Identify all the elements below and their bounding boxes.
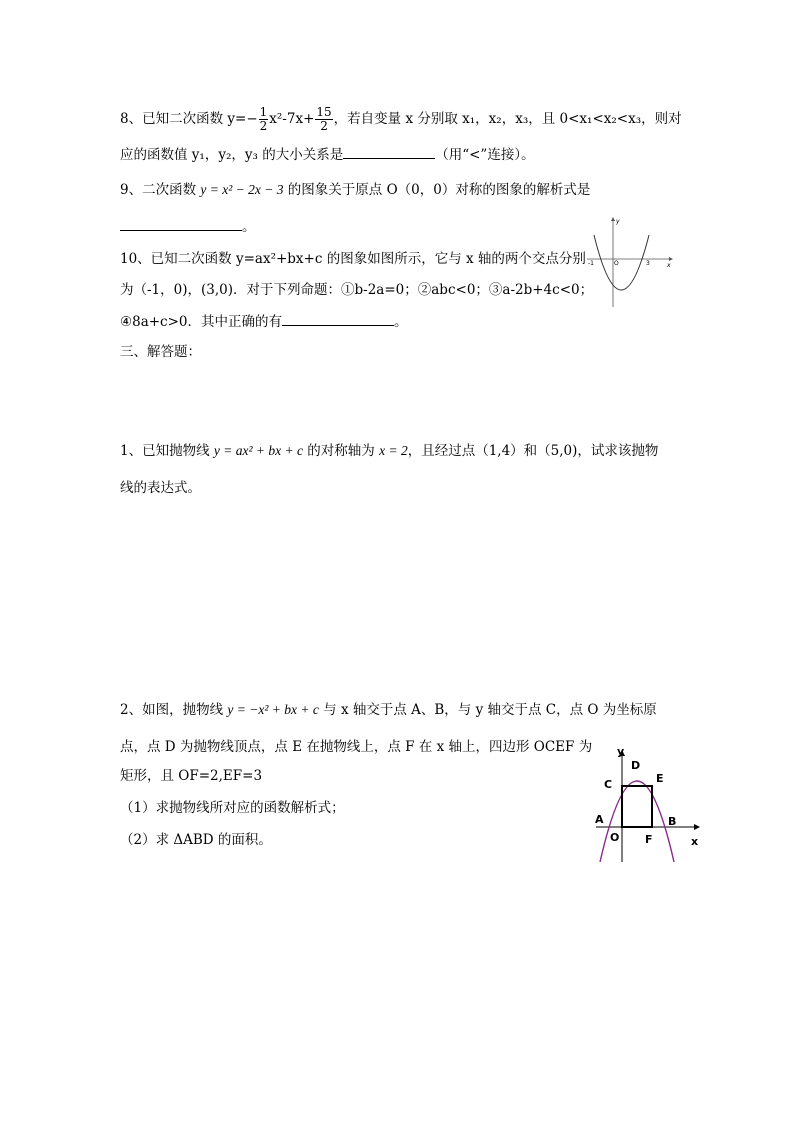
q10-parabola-curve bbox=[594, 235, 649, 290]
p2-x-arrow bbox=[694, 824, 700, 830]
q8-line2 bbox=[120, 144, 535, 165]
p2-parabola-curve bbox=[600, 781, 677, 862]
q10-three-label: 3 bbox=[646, 260, 650, 267]
q9-text-a: 9、二次函数 bbox=[120, 182, 201, 198]
q9-text-b: 的图象关于原点 O（0，0）对称的图象的解析式是 bbox=[283, 182, 591, 198]
q10-neg1-label: -1 bbox=[588, 260, 594, 267]
q8-text-c: ，若自变量 x 分别取 x₁，x₂，x₃，且 0<x₁<x₂<x₃，则对 bbox=[333, 111, 682, 127]
q9-line1 bbox=[120, 180, 590, 200]
p2-expression: y = −x² + bx + c bbox=[227, 702, 319, 717]
p2-label-b: B bbox=[668, 815, 677, 828]
q10-line3 bbox=[120, 311, 408, 332]
p2-label-a: A bbox=[595, 813, 604, 826]
p2-label-x: x bbox=[691, 835, 699, 848]
q10-x-label: x bbox=[667, 262, 671, 269]
q9-expression: y = x² − 2x − 3 bbox=[200, 182, 284, 197]
p1-line2: 线的表达式。 bbox=[120, 480, 201, 496]
p1-line1: 1、已知抛物线 y = ax² + bx + c 的对称轴为 x = 2，且经过点（1,4）和（5,0)，试求该抛物 bbox=[120, 443, 659, 459]
p2-rectangle-ocef bbox=[622, 786, 652, 827]
p2-line2: 点，点 D 为抛物线顶点，点 E 在抛物线上，点 F 在 x 轴上，四边形 OCEF 为 bbox=[120, 739, 593, 755]
q10-answer-blank[interactable] bbox=[282, 311, 394, 326]
q8-text-line2b: （用“<”连接）。 bbox=[435, 147, 535, 163]
p2-label-o: O bbox=[610, 831, 620, 844]
p2-label-y: y bbox=[617, 745, 625, 758]
q10-x-arrow bbox=[669, 257, 673, 261]
p2-label-e: E bbox=[656, 772, 664, 785]
q9-line2 bbox=[120, 216, 256, 237]
q10-y-label: y bbox=[616, 218, 620, 225]
p2-line1: 2、如图，抛物线 y = −x² + bx + c 与 x 轴交于点 A、B，与 y 轴交于点 C，点 O 为坐标原 bbox=[120, 702, 657, 718]
q10-origin-label: O bbox=[614, 260, 619, 267]
q8-fraction-1: $\frac{1}{2}$ bbox=[259, 105, 268, 133]
p2-parabola-graph bbox=[586, 744, 706, 868]
p2-label-d: D bbox=[631, 759, 641, 772]
q8-text-line2a: 应的函数值 y₁，y₂，y₃ 的大小关系是 bbox=[120, 147, 344, 163]
p2-label-f: F bbox=[645, 833, 653, 846]
section3-title: 三、解答题： bbox=[120, 344, 201, 360]
q10-text-line3a: ④8a+c>0．其中正确的有 bbox=[120, 314, 283, 330]
q10-text-line1: 10、已知二次函数 y=ax²+bx+c 的图象如图所示，它与 x 轴的两个交点分别 bbox=[120, 251, 586, 267]
q10-line1 bbox=[120, 249, 586, 269]
p2-subquestion-1: （1）求抛物线所对应的函数解析式； bbox=[120, 800, 345, 816]
q10-line2 bbox=[120, 280, 593, 300]
p1-expression-parabola: y = ax² + bx + c bbox=[213, 443, 303, 458]
p1-expression-axis: x = 2 bbox=[379, 443, 408, 458]
q9-answer-blank[interactable] bbox=[120, 216, 242, 231]
q8-line1 bbox=[120, 106, 682, 133]
q9-end: 。 bbox=[242, 219, 256, 235]
q8-text-b: x²-7x+ bbox=[269, 111, 315, 127]
p2-line3: 矩形，且 OF=2,EF=3 bbox=[120, 768, 263, 784]
p2-subquestion-2: （2）求 ΔABD 的面积。 bbox=[120, 832, 272, 848]
q8-text-a: 8、已知二次函数 y=− bbox=[120, 111, 258, 127]
q10-text-line2: 为（-1，0)，(3,0)．对于下列命题：①b-2a=0；②abc<0；③a-2b+4c<0； bbox=[120, 282, 594, 298]
q10-parabola-graph bbox=[585, 215, 675, 311]
q8-answer-blank[interactable] bbox=[343, 144, 435, 159]
q8-fraction-2: $\frac{15}{2}$ bbox=[316, 105, 332, 133]
p2-label-c: C bbox=[604, 778, 613, 791]
q10-y-arrow bbox=[611, 217, 615, 221]
q10-text-line3b: 。 bbox=[394, 314, 408, 330]
